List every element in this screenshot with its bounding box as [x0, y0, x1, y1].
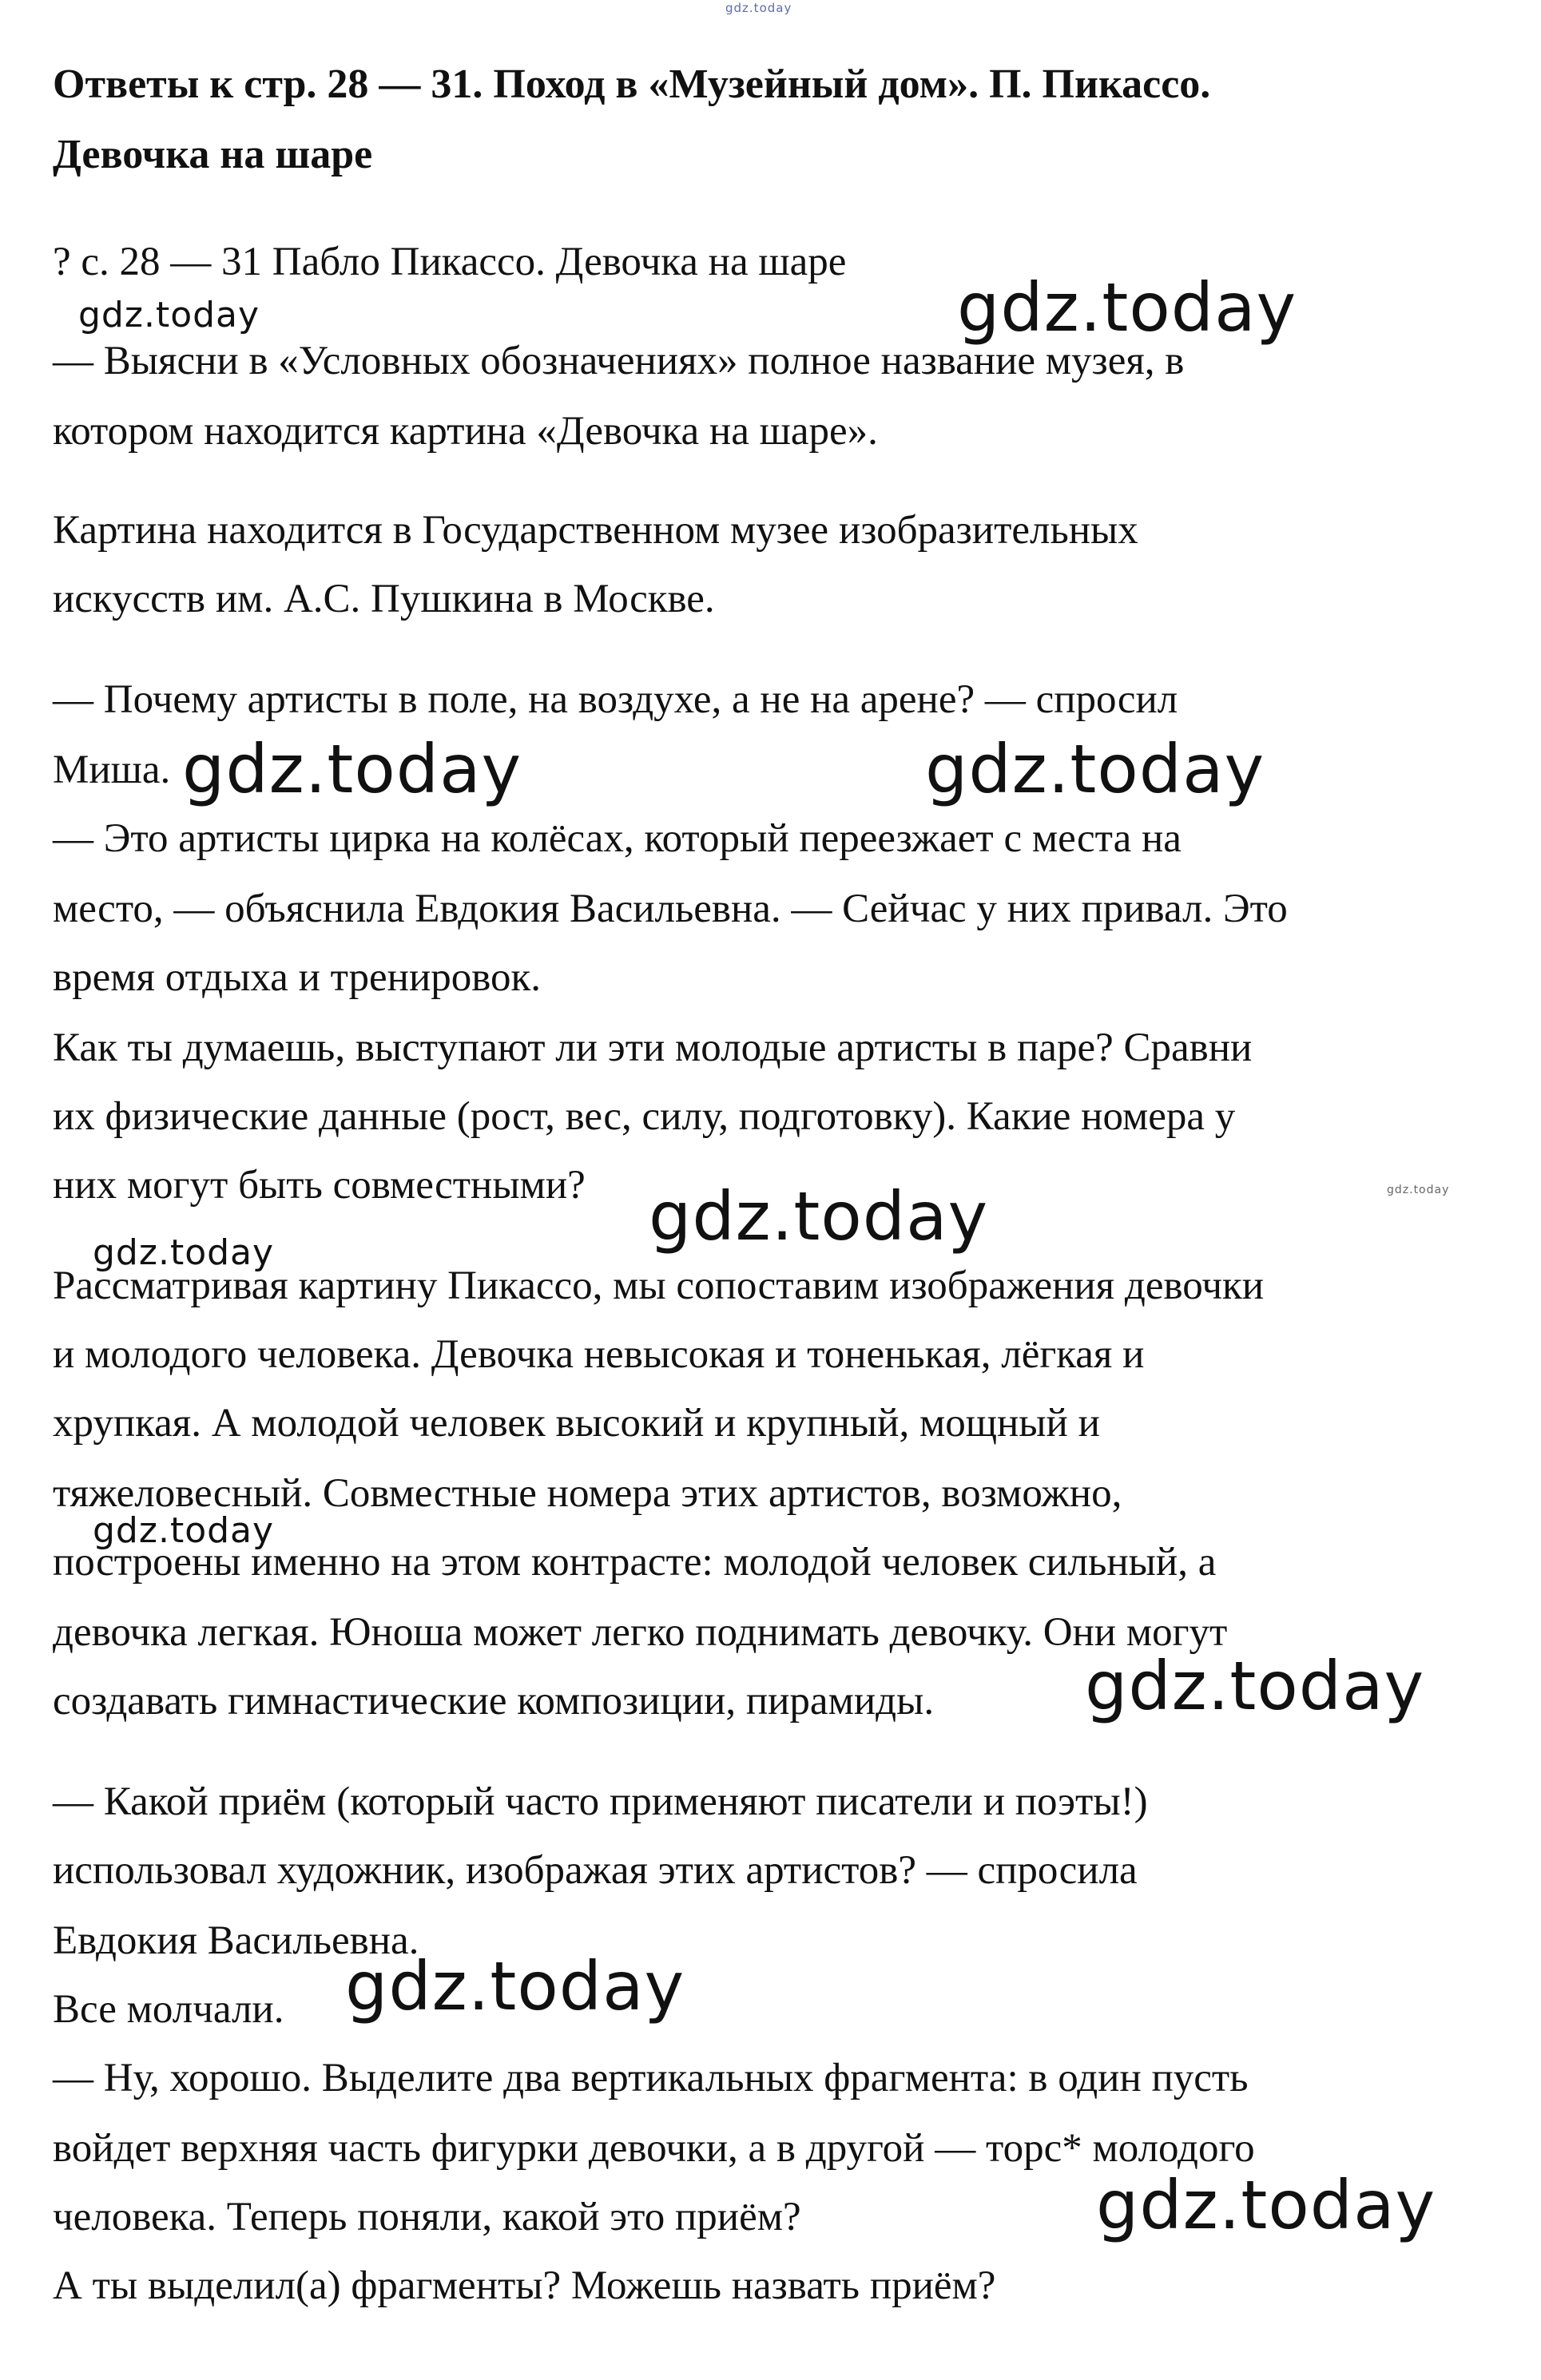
task-2-line-2: их физические данные (рост, вес, силу, подготовку). Какие номера у	[53, 1094, 1236, 1139]
dialog-2-line-1: — Это артисты цирка на колёсах, который переезжает с места на	[53, 816, 1182, 861]
answer-2-line-3: хрупкая. А молодой человек высокий и крупный, мощный и	[53, 1401, 1100, 1446]
watermark: gdz.today	[925, 730, 1265, 808]
task-3-line: А ты выделил(а) фрагменты? Можешь назвать приём?	[53, 2263, 996, 2308]
dialog-3-line-1: — Какой приём (который часто применяют писатели и поэты!)	[53, 1779, 1148, 1824]
answer-2-line-4: тяжеловесный. Совместные номера этих артистов, возможно,	[53, 1471, 1122, 1516]
watermark: gdz.today	[1387, 1184, 1450, 1196]
dialog-4-line-3: человека. Теперь поняли, какой это приём?	[53, 2195, 801, 2239]
watermark: gdz.today	[345, 1947, 685, 2025]
question-reference: ? с. 28 — 31 Пабло Пикассо. Девочка на шаре	[53, 240, 847, 284]
dialog-3-line-2: использовал художник, изображая этих артистов? — спросила	[53, 1848, 1138, 1893]
watermark: gdz.today	[1085, 1647, 1425, 1725]
answer-2-line-2: и молодого человека. Девочка невысокая и тоненькая, лёгкая и	[53, 1332, 1145, 1377]
dialog-2-line-2: место, — объяснила Евдокия Васильевна. — Сейчас у них привал. Это	[53, 887, 1288, 931]
dialog-4-line-2: войдет верхняя часть фигурки девочки, а в другой — торс* молодого	[53, 2126, 1255, 2171]
dialog-2-line-3: время отдыха и тренировок.	[53, 955, 542, 1000]
watermark: gdz.today	[182, 730, 522, 808]
watermark-top: gdz.today	[725, 1, 792, 15]
watermark: gdz.today	[93, 1510, 275, 1551]
answer-2-line-1: Рассматривая картину Пикассо, мы сопоставим изображения девочки	[53, 1263, 1265, 1308]
dialog-4-line-1: — Ну, хорошо. Выделите два вертикальных фрагмента: в один пусть	[53, 2056, 1249, 2100]
answer-2-line-5: построены именно на этом контрасте: молодой человек сильный, а	[53, 1540, 1217, 1585]
watermark: gdz.today	[649, 1177, 989, 1255]
answer-2-line-6: девочка легкая. Юноша может легко поднимать девочку. Они могут	[53, 1610, 1228, 1655]
watermark: gdz.today	[1096, 2166, 1436, 2244]
watermark: gdz.today	[957, 268, 1297, 347]
answer-2-line-7: создавать гимнастические композиции, пирамиды.	[53, 1679, 935, 1724]
page-title-line-2: Девочка на шаре	[53, 132, 373, 177]
task-1-line-2: котором находится картина «Девочка на шаре».	[53, 409, 878, 454]
dialog-1-line-2: Миша.	[53, 748, 171, 792]
silence-line: Все молчали.	[53, 1987, 284, 2032]
watermark: gdz.today	[93, 1232, 275, 1273]
answer-1-line-1: Картина находится в Государственном музее изобразительных	[53, 508, 1138, 553]
watermark: gdz.today	[78, 295, 260, 335]
dialog-3-line-3: Евдокия Васильевна.	[53, 1918, 419, 1963]
dialog-1-line-1: — Почему артисты в поле, на воздухе, а не на арене? — спросил	[53, 677, 1178, 722]
task-2-line-1: Как ты думаешь, выступают ли эти молодые артисты в паре? Сравни	[53, 1025, 1253, 1070]
page-title-line-1: Ответы к стр. 28 — 31. Поход в «Музейный дом». П. Пикассо.	[53, 61, 1211, 107]
task-1-line-1: — Выясни в «Условных обозначениях» полное название музея, в	[53, 339, 1185, 383]
task-2-line-3: них могут быть совместными?	[53, 1163, 586, 1208]
answer-1-line-2: искусств им. А.С. Пушкина в Москве.	[53, 577, 715, 621]
